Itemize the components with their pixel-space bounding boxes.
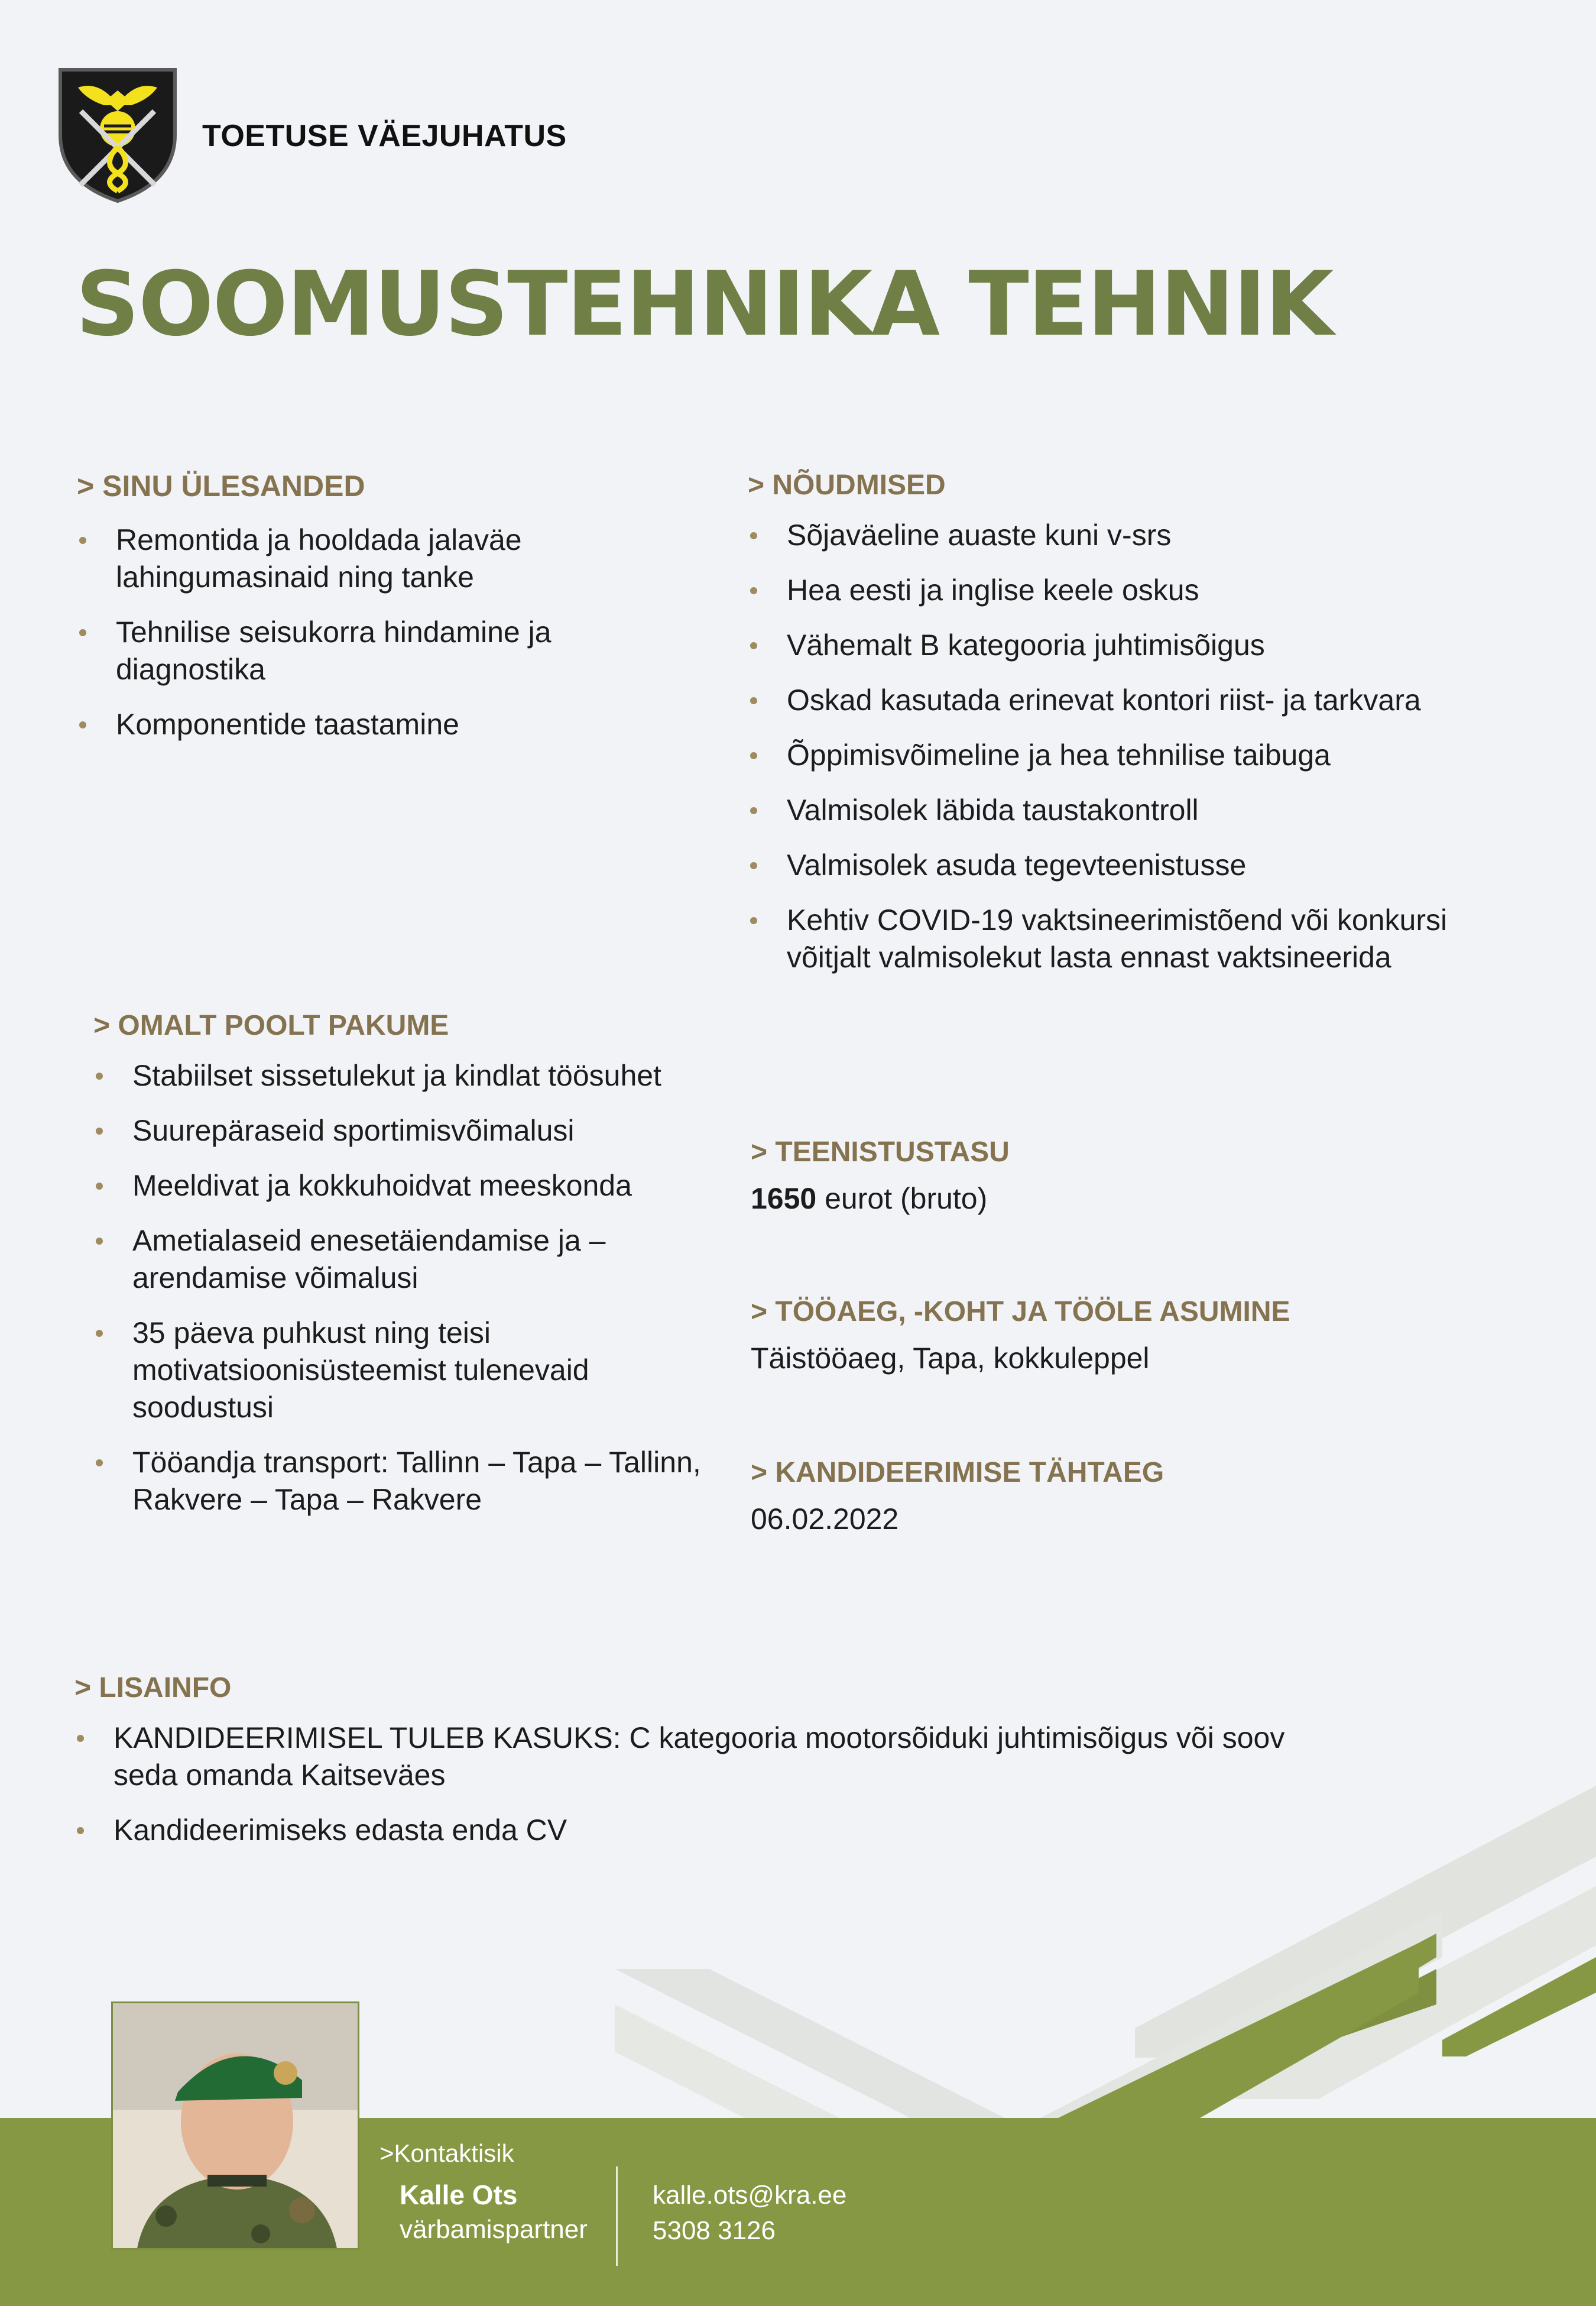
contact-divider: [616, 2166, 618, 2266]
list-item: Tehnilise seisukorra hindamine ja diagnostika: [77, 614, 668, 688]
extra-info-heading: > LISAINFO: [74, 1672, 232, 1703]
contact-phone[interactable]: 5308 3126: [653, 2216, 776, 2245]
contact-name: Kalle Ots: [400, 2179, 518, 2210]
list-item: Valmisolek asuda tegevteenistusse: [748, 847, 1493, 884]
requirements-list: [748, 517, 1493, 976]
list-item: Tööandja transport: Tallinn – Tapa – Tallinn, Rakvere – Tapa – Rakvere: [93, 1444, 720, 1518]
list-item: Remontida ja hooldada jalaväe lahingumasinaid ning tanke: [77, 522, 668, 596]
list-item: Oskad kasutada erinevat kontori riist- ja tarkvara: [748, 682, 1493, 719]
worktime-section: [751, 1295, 1519, 1377]
contact-photo: [111, 2001, 359, 2250]
salary-section: [751, 1135, 1460, 1217]
list-item: Meeldivat ja kokkuhoidvat meeskonda: [93, 1167, 720, 1204]
list-item: 35 päeva puhkust ning teisi motivatsioonisüsteemist tulenevaid soodustusi: [93, 1314, 720, 1426]
list-item: Sõjaväeline auaste kuni v-srs: [748, 517, 1493, 554]
unit-emblem-logo: [54, 64, 181, 206]
requirements-section: [748, 468, 1493, 994]
deadline-heading: > KANDIDEERIMISE TÄHTAEG: [751, 1457, 1164, 1488]
salary-amount: 1650: [751, 1181, 817, 1215]
list-item: Suurepäraseid sportimisvõimalusi: [93, 1112, 720, 1149]
organization-name: TOETUSE VÄEJUHATUS: [202, 119, 567, 153]
list-item: Vähemalt B kategooria juhtimisõigus: [748, 627, 1493, 664]
tasks-section: [77, 468, 668, 761]
list-item: Hea eesti ja inglise keele oskus: [748, 572, 1493, 609]
tasks-list: [77, 522, 668, 743]
tasks-heading: > SINU ÜLESANDED: [77, 469, 365, 503]
list-item: Komponentide taastamine: [77, 706, 668, 743]
list-item: Stabiilset sissetulekut ja kindlat töösuhet: [93, 1057, 720, 1094]
list-item: Kehtiv COVID-19 vaktsineerimistõend või konkursi võitjalt valmisolekut lasta ennast vaktsineerida: [748, 902, 1493, 976]
offer-list: [93, 1057, 720, 1518]
salary-value: [751, 1180, 1460, 1217]
salary-heading: > TEENISTUSTASU: [751, 1136, 1010, 1168]
offer-heading: > OMALT POOLT PAKUME: [93, 1010, 449, 1041]
job-title: SOOMUSTEHNIKA TEHNIK: [76, 253, 1333, 356]
worktime-heading: > TÖÖAEG, -KOHT JA TÖÖLE ASUMINE: [751, 1296, 1290, 1327]
deadline-date: 06.02.2022: [751, 1502, 899, 1536]
list-item: Kandideerimiseks edasta enda CV: [74, 1812, 1351, 1849]
salary-unit: eurot (bruto): [816, 1181, 988, 1215]
contact-role: värbamispartner: [400, 2215, 588, 2244]
list-item: Ametialaseid enesetäiendamise ja –arendamise võimalusi: [93, 1222, 720, 1297]
list-item: Õppimisvõimeline ja hea tehnilise taibuga: [748, 737, 1493, 774]
deadline-section: [751, 1456, 1460, 1538]
worktime-text: Täistööaeg, Tapa, kokkuleppel: [751, 1341, 1150, 1375]
list-item: Valmisolek läbida taustakontroll: [748, 792, 1493, 829]
list-item: KANDIDEERIMISEL TULEB KASUKS: C kategooria mootorsõiduki juhtimisõigus või soov seda omanda Kaitseväes: [74, 1719, 1351, 1794]
contact-kicker: >Kontaktisik: [379, 2139, 514, 2167]
requirements-heading: > NÕUDMISED: [748, 469, 946, 501]
offer-section: [93, 1009, 720, 1536]
contact-email-link[interactable]: kalle.ots@kra.ee: [653, 2181, 847, 2210]
